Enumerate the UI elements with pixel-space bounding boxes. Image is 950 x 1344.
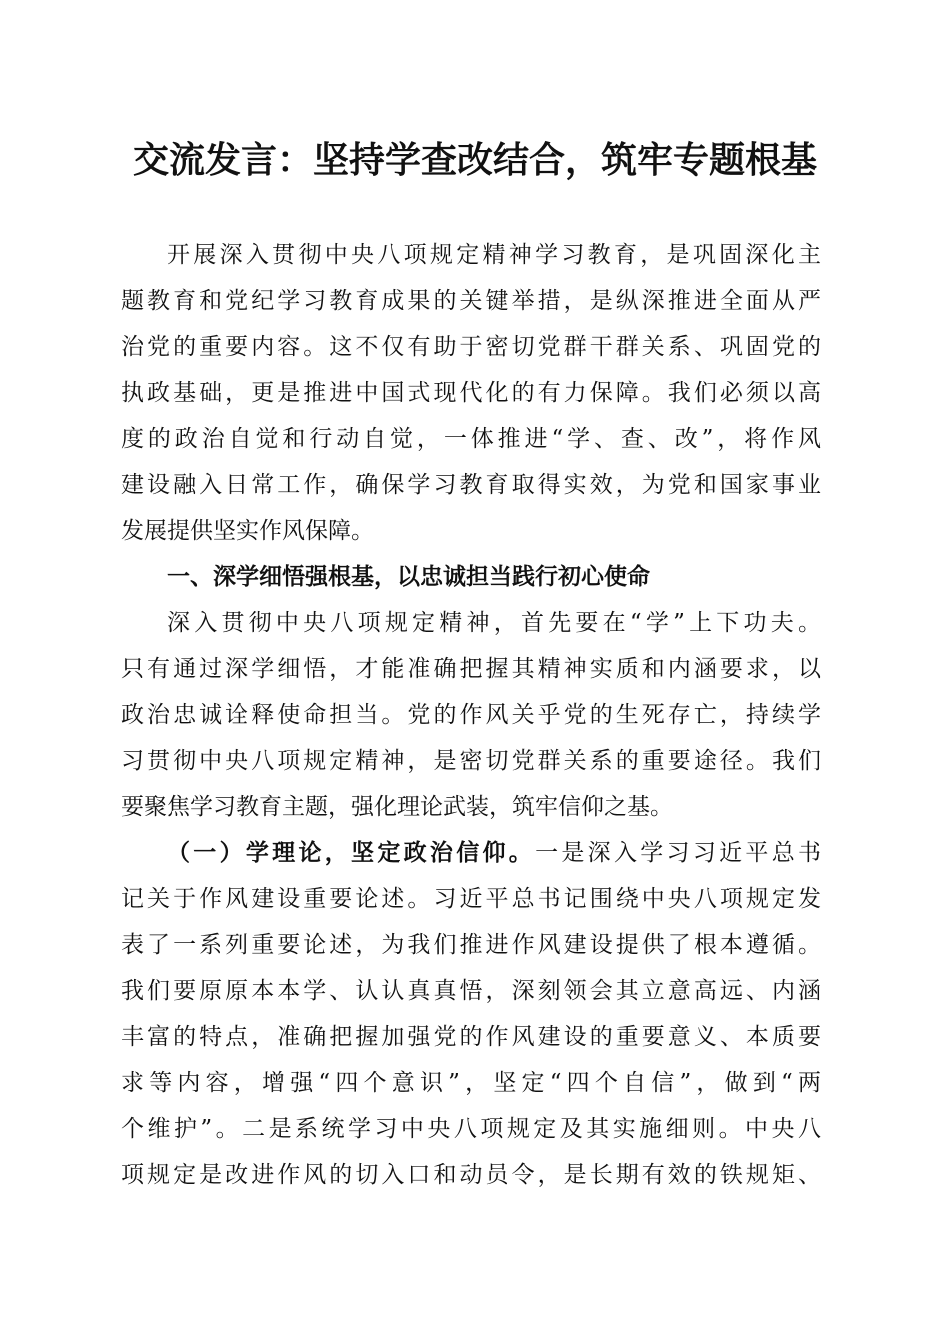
paragraph-line: 表了一系列重要论述，为我们推进作风建设提供了根本遵循。: [121, 932, 821, 958]
paragraph-line: 只有通过深学细悟，才能准确把握其精神实质和内涵要求，以: [121, 656, 821, 682]
paragraph-line: 项规定是改进作风的切入口和动员令，是长期有效的铁规矩、: [121, 1162, 821, 1188]
paragraph-line: 个维护”。二是系统学习中央八项规定及其实施细则。中央八: [121, 1116, 821, 1142]
paragraph-line: 治党的重要内容。这不仅有助于密切党群干群关系、巩固党的: [121, 334, 821, 360]
paragraph-line: 求等内容，增强“四个意识”，坚定“四个自信”，做到“两: [121, 1070, 821, 1096]
paragraph-line: 我们要原原本本学、认认真真悟，深刻领会其立意高远、内涵: [121, 978, 821, 1004]
subsection-first-text: 一是深入学习习近平总书: [535, 840, 821, 866]
document-body: [121, 232, 821, 1198]
section-heading: 一、深学细悟强根基，以忠诚担当践行初心使命: [167, 564, 650, 590]
paragraph-line: 政治忠诚诠释使命担当。党的作风关乎党的生死存亡，持续学: [121, 702, 821, 728]
paragraph-line: 题教育和党纪学习教育成果的关键举措，是纵深推进全面从严: [121, 288, 821, 314]
subsection-first-line: [121, 830, 821, 876]
document-title: 交流发言：坚持学查改结合，筑牢专题根基: [132, 139, 817, 181]
paragraph-line: 要聚焦学习教育主题，强化理论武装，筑牢信仰之基。: [121, 794, 673, 820]
paragraph-line: 深入贯彻中央八项规定精神，首先要在“学”上下功夫。: [167, 610, 821, 636]
paragraph-line: 发展提供坚实作风保障。: [121, 518, 374, 544]
paragraph-line: 记关于作风建设重要论述。习近平总书记围绕中央八项规定发: [121, 886, 821, 912]
subsection-heading: （一）学理论，坚定政治信仰。: [167, 839, 536, 866]
paragraph-line: 建设融入日常工作，确保学习教育取得实效，为党和国家事业: [121, 472, 821, 498]
paragraph-line: 执政基础，更是推进中国式现代化的有力保障。我们必须以高: [121, 380, 821, 406]
paragraph-line: 丰富的特点，准确把握加强党的作风建设的重要意义、本质要: [121, 1024, 821, 1050]
paragraph-line: 度的政治自觉和行动自觉，一体推进“学、查、改”，将作风: [121, 426, 821, 452]
paragraph-line: 习贯彻中央八项规定精神，是密切党群关系的重要途径。我们: [121, 748, 821, 774]
paragraph-line: 开展深入贯彻中央八项规定精神学习教育，是巩固深化主: [167, 242, 821, 268]
